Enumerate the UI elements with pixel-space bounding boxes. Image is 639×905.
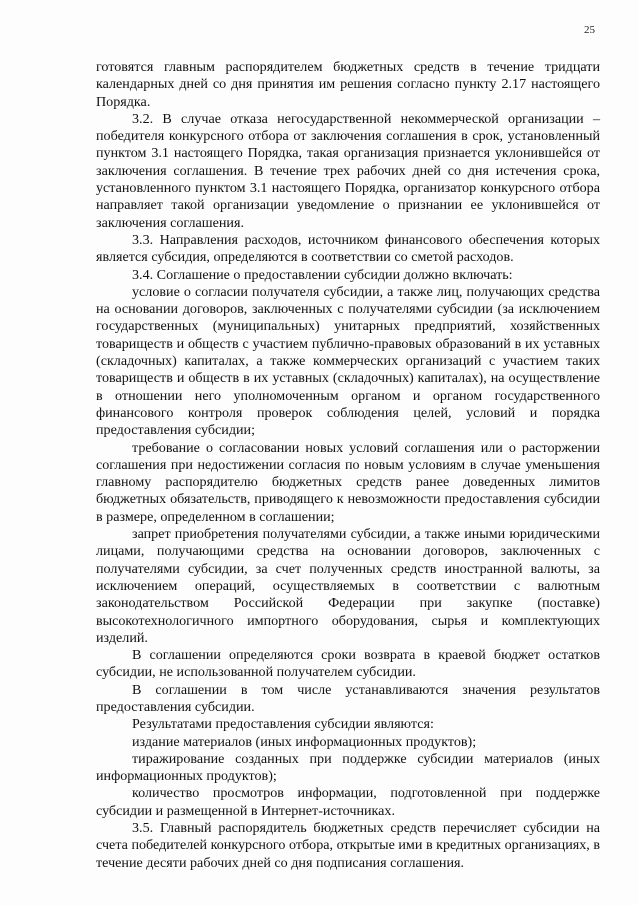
paragraph-currency-prohibition: запрет приобретения получателями субсидии, а также иными юридическими лицами, получающими средства на основании договоров, заключенных с получателями субсидии, за счет полученных средств иностранной валюты, за исключением операций, осуществляемых в соответствии с валютным законодательством Российской Федерации при закупке (поставке) высокотехнологичного импортного оборудования, сырья и комплектующих изделий. [96, 526, 600, 646]
paragraph-clause-3-2: 3.2. В случае отказа негосударственной некоммерческой организации – победителя конкурсного отбора от заключения соглашения в срок, установленный пунктом 3.1 настоящего Порядка, такая организация признается уклонившейся от заключения соглашения. В течение трех рабочих дней со дня истечения срока, установленного пунктом 3.1 настоящего Порядка, организатор конкурсного отбора направляет такой организации уведомление о признании ее уклонившейся от заключения соглашения. [96, 110, 600, 231]
paragraph-result-values: В соглашении в том числе устанавливаются значения результатов предоставления субсидии. [96, 681, 600, 715]
paragraph-results-intro: Результатами предоставления субсидии являются: [132, 716, 434, 733]
page-number: 25 [584, 24, 595, 36]
paragraph-continuation: готовятся главным распорядителем бюджетных средств в течение тридцати календарных дней со дня принятия им решения согласно пункту 2.17 настоящего Порядка. [96, 59, 600, 110]
paragraph-return-terms: В соглашении определяются сроки возврата в краевой бюджет остатков субсидии, не использованной получателем субсидии. [96, 647, 600, 681]
document-body [96, 59, 600, 872]
paragraph-result-views: количество просмотров информации, подготовленной при поддержке субсидии и размещенной в Интернет-источниках. [96, 785, 600, 819]
paragraph-clause-3-3: 3.3. Направления расходов, источником финансового обеспечения которых является субсидия, определяются в соответствии со сметой расходов. [96, 231, 600, 266]
paragraph-condition-consent: условие о согласии получателя субсидии, а также лиц, получающих средства на основании договоров, заключенных с получателями субсидии (за исключением государственных (муниципальных) унитарных предприятий, хозяйственных товариществ и обществ с участием публично-правовых образований в их уставных (складочных) капиталах, а также коммерческих организаций с участием таких товариществ и обществ в их уставных (складочных) капиталах), на осуществление в отношении него уполномоченным органом и органом государственного финансового контроля проверок соблюдения целей, условий и порядка предоставления субсидии; [96, 283, 600, 439]
paragraph-result-publication: издание материалов (иных информационных продуктов); [132, 733, 477, 750]
paragraph-clause-3-4: 3.4. Соглашение о предоставлении субсидии должно включать: [132, 266, 513, 283]
paragraph-clause-3-5: 3.5. Главный распорядитель бюджетных средств перечисляет субсидии на счета победителей конкурсного отбора, открытые ими в кредитных организациях, в течение десяти рабочих дней со дня подписания соглашения. [96, 820, 600, 871]
paragraph-result-replication: тиражирование созданных при поддержке субсидии материалов (иных информационных продуктов); [96, 750, 600, 785]
paragraph-requirement-approval: требование о согласовании новых условий соглашения или о расторжении соглашения при недостижении согласия по новым условиям в случае уменьшения главному распорядителю бюджетных средств ранее доведенных лимитов бюджетных обязательств, приводящего к невозможности предоставления субсидии в размере, определенном в соглашении; [96, 439, 600, 525]
